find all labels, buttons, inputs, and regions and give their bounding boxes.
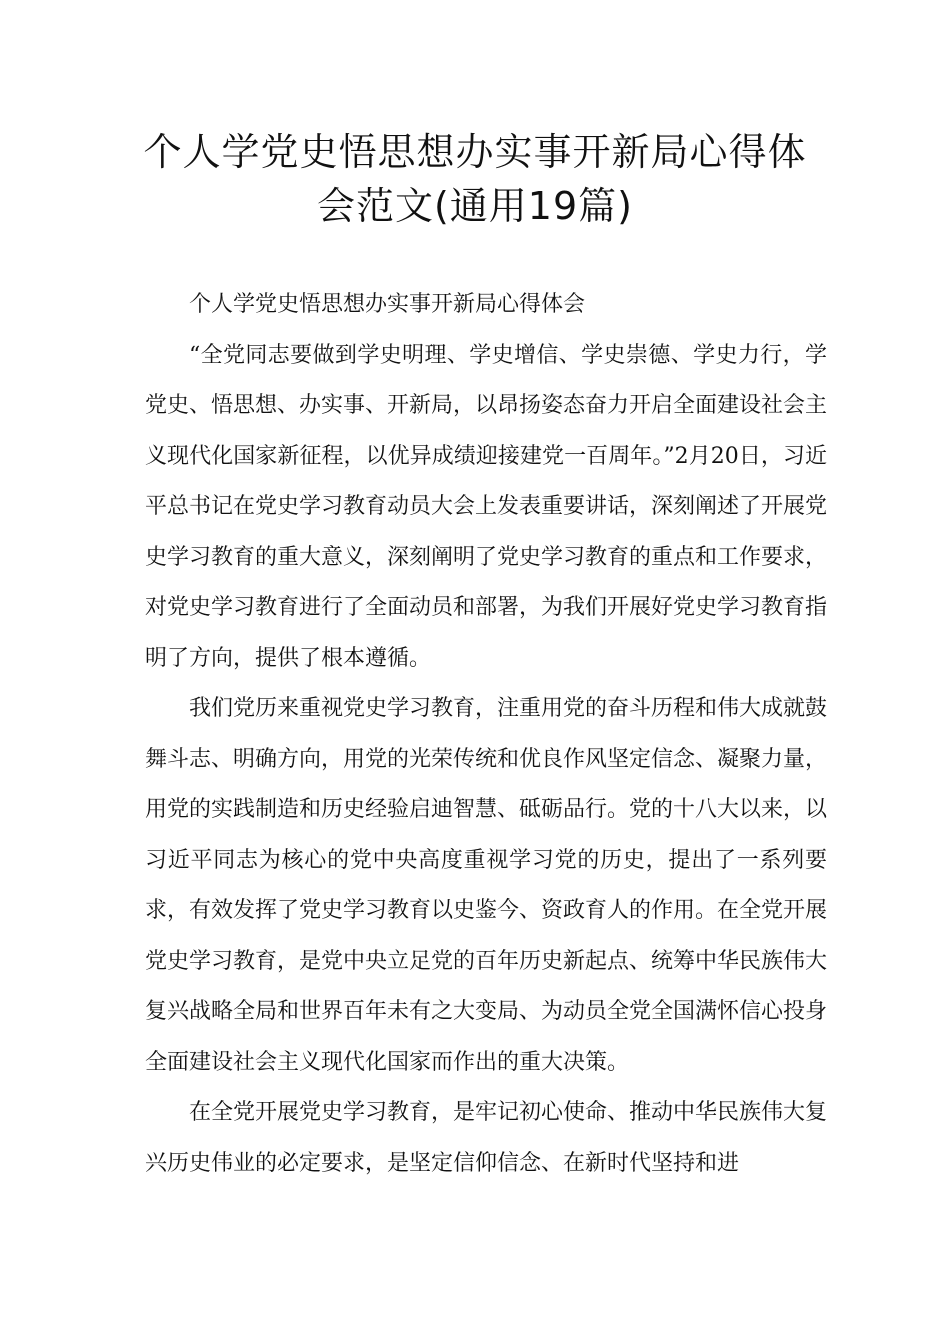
paragraph: 在全党开展党史学习教育，是牢记初心使命、推动中华民族伟大复兴历史伟业的必定要求，是坚定信仰信念、在新时代坚持和进: [145, 1100, 828, 1176]
paragraph: “全党同志要做到学史明理、学史增信、学史崇德、学史力行，学党史、悟思想、办实事、开新局，以昂扬姿态奋力开启全面建设社会主义现代化国家新征程，以优异成绩迎接建党一百周年。”2月20日，习近平总书记在党史学习教育动员大会上发表重要讲话，深刻阐述了开展党史学习教育的重大意义，深刻阐明了党史学习教育的重点和工作要求，对党史学习教育进行了全面动员和部署，为我们开展好党史学习教育指明了方向，提供了根本遵循。: [145, 342, 828, 671]
paragraph: 我们党历来重视党史学习教育，注重用党的奋斗历程和伟大成就鼓舞斗志、明确方向，用党的光荣传统和优良作风坚定信念、凝聚力量，用党的实践制造和历史经验启迪智慧、砥砺品行。党的十八大以来，以习近平同志为核心的党中央高度重视学习党的历史，提出了一系列要求，有效发挥了党史学习教育以史鉴今、资政育人的作用。在全党开展党史学习教育，是党中央立足党的百年历史新起点、统筹中华民族伟大复兴战略全局和世界百年未有之大变局、为动员全党全国满怀信心投身全面建设社会主义现代化国家而作出的重大决策。: [145, 696, 828, 1075]
document-body: [145, 280, 827, 1189]
subheading: 个人学党史悟思想办实事开新局心得体会: [189, 292, 586, 317]
document-title-line-2: 会范文(通用19篇): [316, 184, 633, 228]
document-title-line-1: 个人学党史悟思想办实事开新局心得体: [143, 130, 807, 174]
